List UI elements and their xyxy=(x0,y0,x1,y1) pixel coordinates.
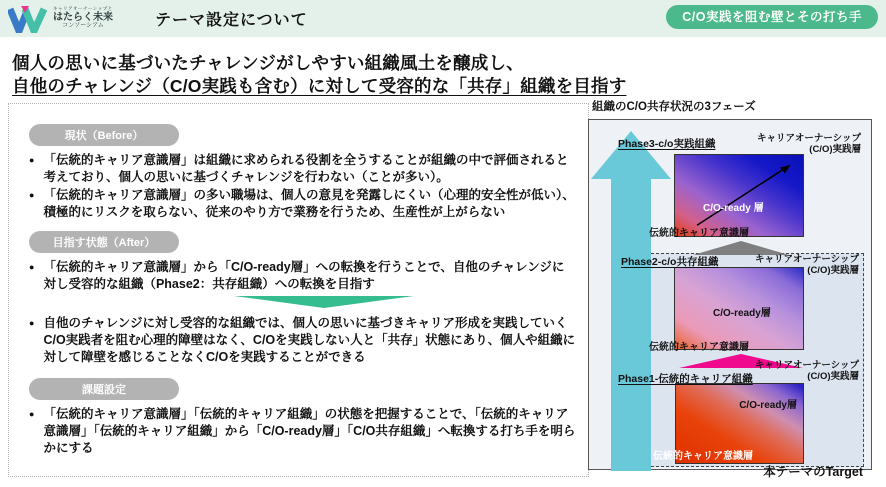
logo-title: はたらく未来 xyxy=(53,12,113,24)
logo-subtitle: コンソーシアム xyxy=(62,23,104,30)
bullet-item xyxy=(29,152,576,186)
bullet-marker: ● xyxy=(29,155,35,165)
after-bullet-list2 xyxy=(29,315,576,366)
up-arrow-icon xyxy=(589,131,673,471)
bullet-text: 「伝統的キャリア意識層」から「C/O-ready層」への転換を行うことで、自他のチャレンジに対し受容的な組織（Phase2：共存組織）への転換を目指す xyxy=(43,260,565,291)
co-label-line2: (C/O)実践層 xyxy=(807,371,859,383)
bullet-text: 自他のチャレンジに対し受容的な組織では、個人の思いに基づきキャリア形成を実践していくC/O実践者を阻む心理的障壁はなく、C/Oを実践しない人と「共存」状態にあり、個人や組織に対して障壁を感じることなくC/Oを実践することができる xyxy=(43,316,576,364)
main-heading-line1: 個人の思いに基づいたチャレンジがしやすい組織風土を醸成し、 xyxy=(12,53,524,73)
phase2-label: Phase2-c/o共存組織 xyxy=(621,256,719,268)
phase1-trad-label: 伝統的キャリア意識層 xyxy=(653,451,753,462)
phase3-co-label xyxy=(757,133,861,156)
co-label-line2: (C/O)実践層 xyxy=(809,144,861,156)
bullet-item xyxy=(29,259,576,293)
diagram-box xyxy=(588,119,872,479)
logo-w-icon xyxy=(8,5,48,33)
bullet-item xyxy=(29,406,576,457)
header-bar xyxy=(0,0,886,37)
task-bullet-list xyxy=(29,406,576,457)
phase1-ready-label: C/O-ready層 xyxy=(739,400,797,411)
logo xyxy=(8,5,113,33)
bullet-item xyxy=(29,187,576,221)
bullet-marker: ● xyxy=(29,409,35,419)
bullet-item xyxy=(29,315,576,366)
main-heading xyxy=(12,52,872,98)
section-label-before: 現状（Before） xyxy=(29,124,179,146)
co-label-line1: キャリアオーナーシップ xyxy=(756,133,861,144)
phase3-ready-label: C/O-ready 層 xyxy=(703,203,764,214)
section-label-after: 目指す状態（After） xyxy=(29,231,179,253)
left-panel xyxy=(8,103,589,477)
phase3-label: Phase3-c/o実践組織 xyxy=(618,138,716,150)
diagram-panel xyxy=(588,98,872,483)
section-label-task: 課題設定 xyxy=(29,378,179,400)
bullet-text: 「伝統的キャリア意識層」は組織に求められる役割を全うすることが組織の中で評価されると考えており、個人の思いに基づくチャレンジを行わない（ことが多い）。 xyxy=(43,153,569,184)
phase1-co-label xyxy=(755,360,859,383)
target-label: 本テーマのTarget xyxy=(763,465,863,479)
co-label-line2: (C/O)実践層 xyxy=(807,265,859,277)
phase1-label: Phase1-伝統的キャリア組織 xyxy=(618,373,753,385)
co-label-line1: キャリアオーナーシップ xyxy=(754,360,859,371)
bullet-text: 「伝統的キャリア意識層」「伝統的キャリア組織」の状態を把握することで、「伝統的キャリア意識層」「伝統的キャリア組織」から「C/O-ready層」「C/O共存組織」へ転換する打ち手を明らかにする xyxy=(43,407,576,455)
gray-up-triangle-icon xyxy=(693,241,789,255)
bullet-text: 「伝統的キャリア意識層」の多い職場は、個人の意見を発露しにくい（心理的安全性が低い）、積極的にリスクを取らない、従来のやり方で業務を行うため、生産性が上がらない xyxy=(43,188,575,219)
phase2-ready-label: C/O-ready層 xyxy=(713,308,771,319)
main-heading-line2: 自他のチャレンジ（C/O実践も含む）に対して受容的な「共存」組織を目指す xyxy=(12,76,627,97)
diagram-title: 組織のC/O共存状況の3フェーズ xyxy=(592,101,756,113)
logo-tagline: キャリアオーナーシップと xyxy=(53,6,113,12)
after-bullet-list xyxy=(29,259,576,293)
topic-badge: C/O実践を阻む壁とその打ち手 xyxy=(666,5,878,29)
green-down-arrow-icon xyxy=(234,295,414,309)
bullet-marker: ● xyxy=(29,318,35,328)
before-bullet-list xyxy=(29,152,576,221)
phase3-trad-label: 伝統的キャリア意識層 xyxy=(649,228,749,239)
bullet-marker: ● xyxy=(29,190,35,200)
phase2-trad-label: 伝統的キャリア意識層 xyxy=(649,342,749,353)
co-label-line1: キャリアオーナーシップ xyxy=(754,254,859,265)
logo-text xyxy=(53,7,113,30)
page-title: テーマ設定について xyxy=(155,12,308,29)
bullet-marker: ● xyxy=(29,262,35,272)
phase2-co-label xyxy=(755,254,859,277)
